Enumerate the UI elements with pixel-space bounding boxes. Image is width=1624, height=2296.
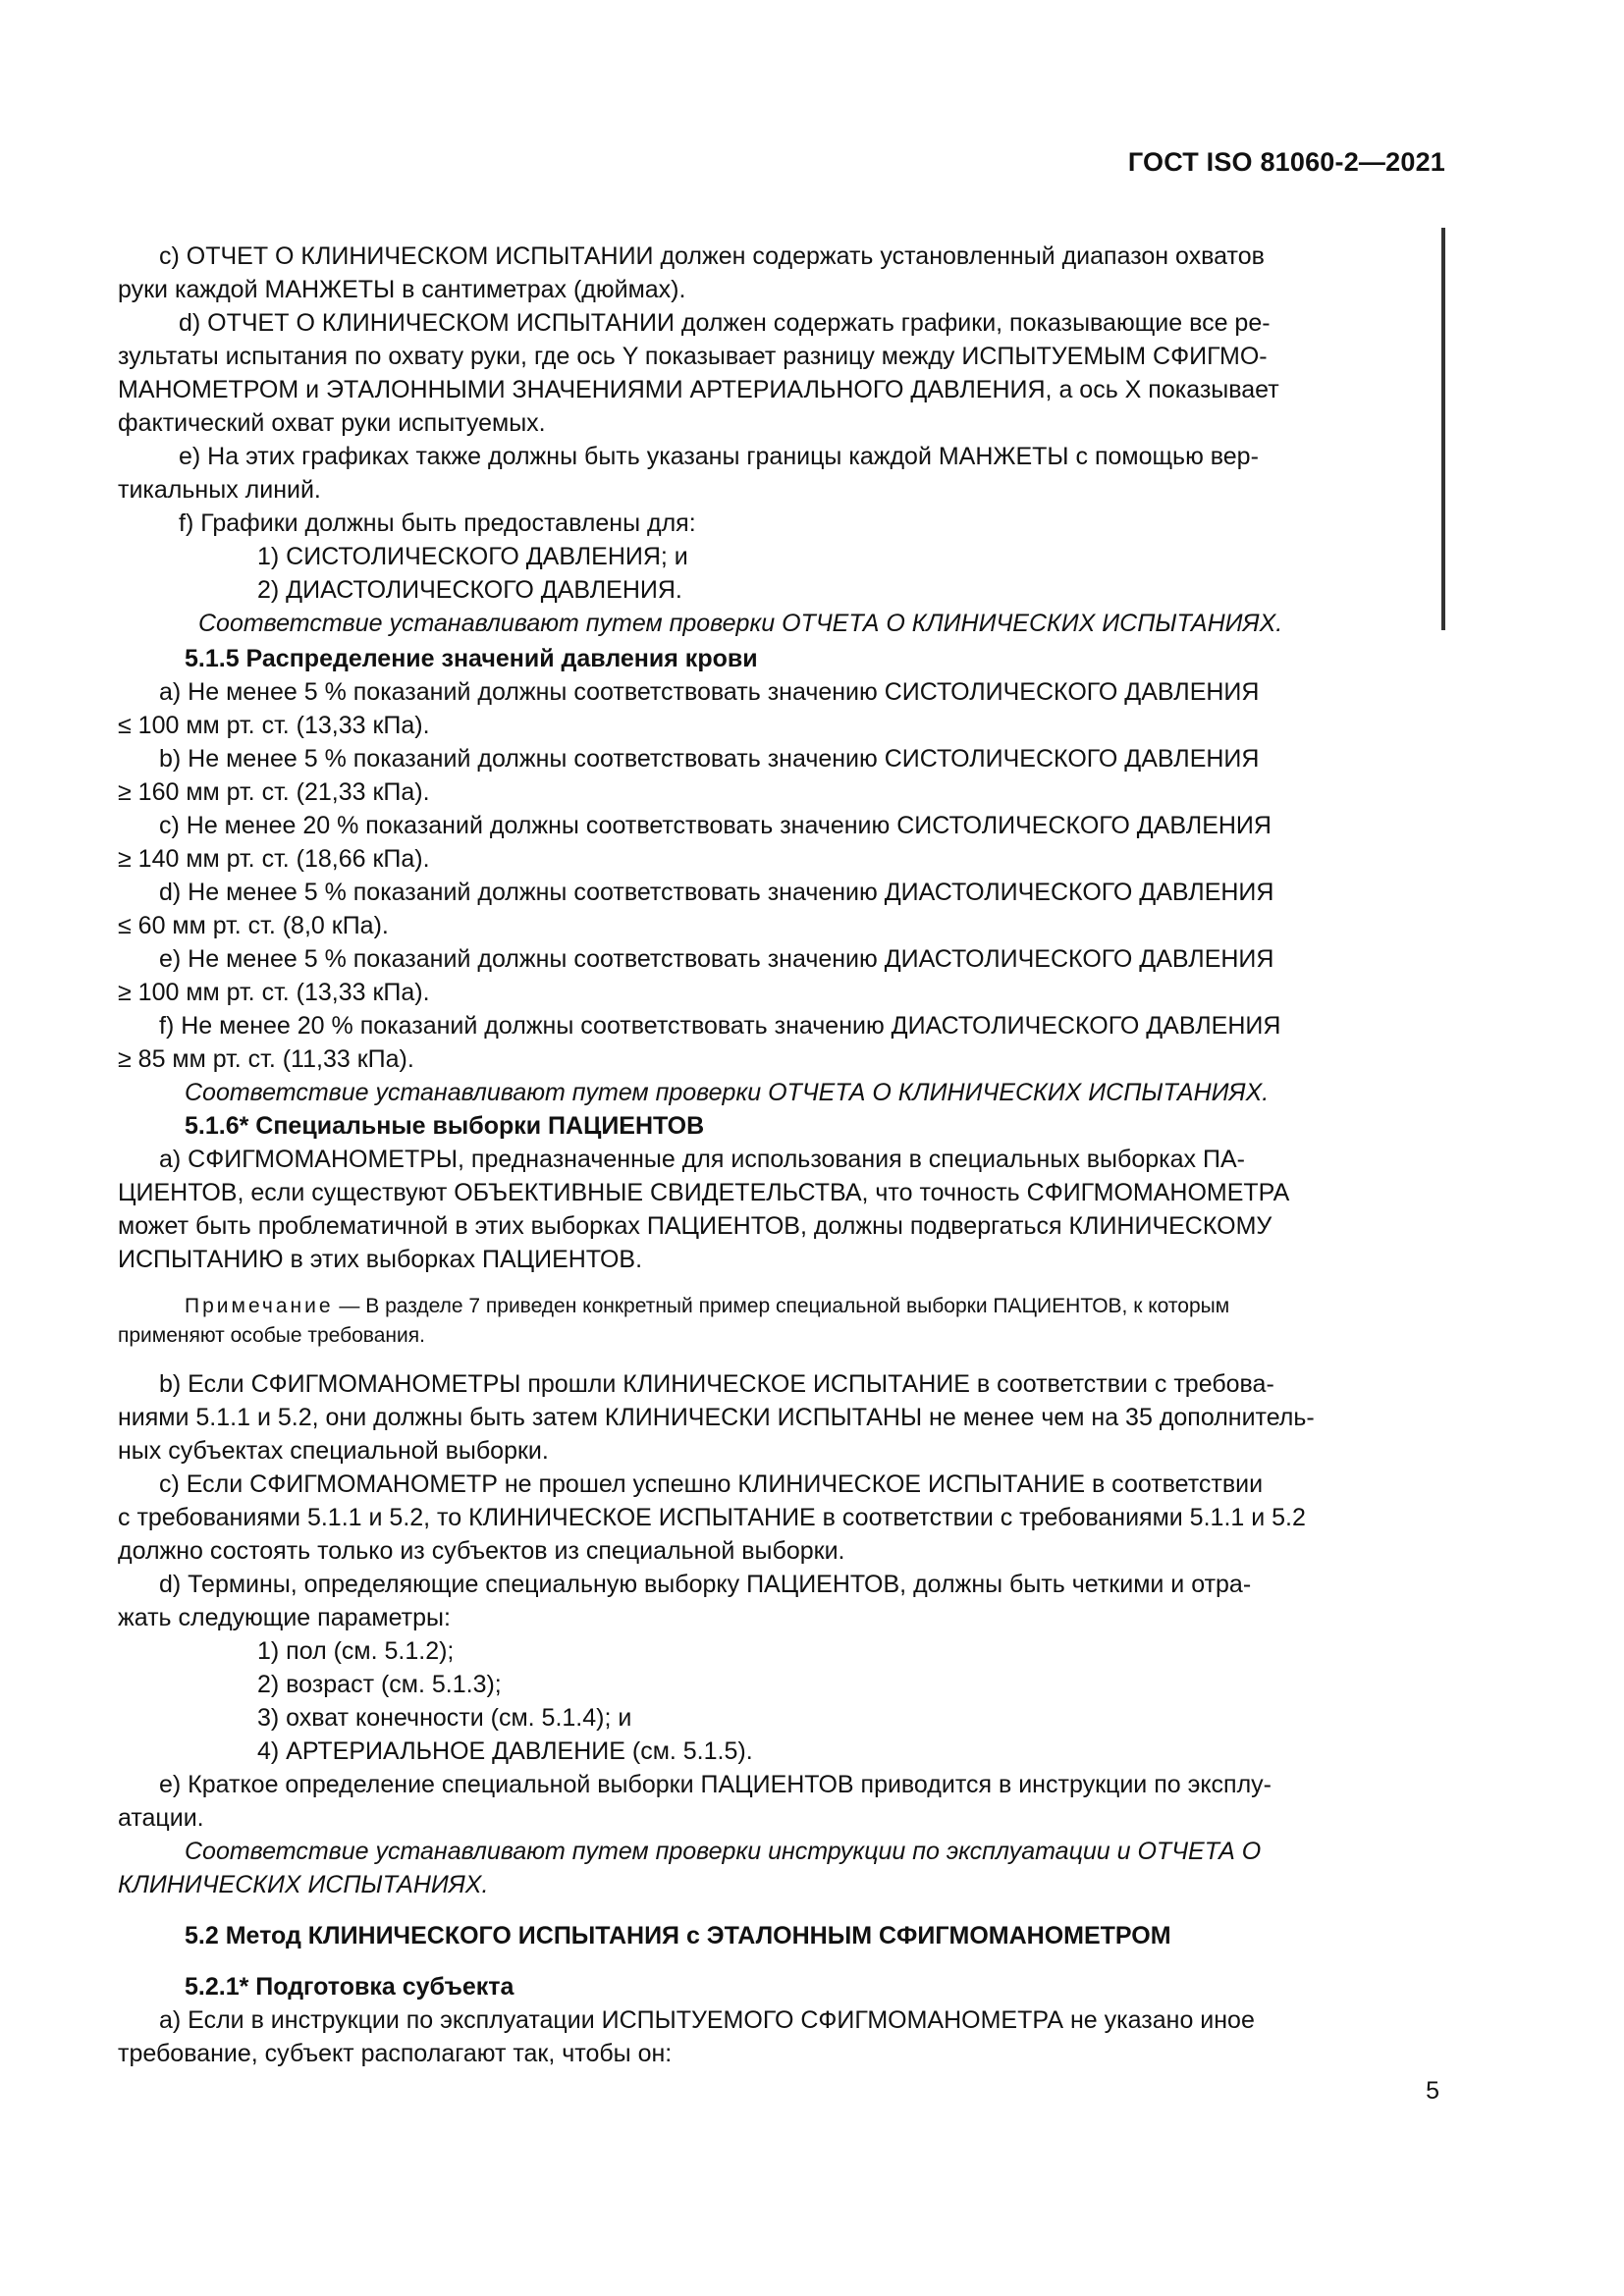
note-continuation: применяют особые требования. — [118, 1324, 425, 1347]
text-line: a) СФИГМОМАНОМЕТРЫ, предназначенные для использования в специальных выборках ПА- — [159, 1146, 1245, 1173]
text-line: b) Не менее 5 % показаний должны соответствовать значению СИСТОЛИЧЕСКОГО ДАВЛЕНИЯ — [159, 745, 1260, 773]
text-line: должно состоять только из субъектов из специальной выборки. — [118, 1537, 845, 1565]
text-line: требование, субъект располагают так, чтобы он: — [118, 2040, 673, 2067]
text-line: ≥ 85 мм рт. ст. (11,33 кПа). — [118, 1045, 414, 1073]
compliance-statement: Соответствие устанавливают путем проверки ОТЧЕТА О КЛИНИЧЕСКИХ ИСПЫТАНИЯХ. — [185, 1079, 1270, 1106]
text-line: b) Если СФИГМОМАНОМЕТРЫ прошли КЛИНИЧЕСКОЕ ИСПЫТАНИЕ в соответствии с требова- — [159, 1370, 1274, 1398]
section-heading: 5.1.5 Распределение значений давления крови — [185, 645, 758, 672]
text-line: f) Не менее 20 % показаний должны соответствовать значению ДИАСТОЛИЧЕСКОГО ДАВЛЕНИЯ — [159, 1012, 1281, 1040]
text-line: f) Графики должны быть предоставлены для: — [179, 509, 696, 537]
change-bar — [1441, 228, 1445, 630]
text-line: e) На этих графиках также должны быть указаны границы каждой МАНЖЕТЫ с помощью вер- — [179, 443, 1259, 470]
text-line: МАНОМЕТРОМ и ЭТАЛОННЫМИ ЗНАЧЕНИЯМИ АРТЕРИАЛЬНОГО ДАВЛЕНИЯ, а ось X показывает — [118, 376, 1279, 403]
list-item: 2) ДИАСТОЛИЧЕСКОГО ДАВЛЕНИЯ. — [257, 576, 682, 604]
text-line: ≥ 140 мм рт. ст. (18,66 кПа). — [118, 845, 430, 873]
list-item: 3) охват конечности (см. 5.1.4); и — [257, 1704, 632, 1732]
text-line: ≤ 60 мм рт. ст. (8,0 кПа). — [118, 912, 389, 939]
text-line: ных субъектах специальной выборки. — [118, 1437, 549, 1465]
text-line: d) Не менее 5 % показаний должны соответствовать значению ДИАСТОЛИЧЕСКОГО ДАВЛЕНИЯ — [159, 879, 1274, 906]
text-line: e) Краткое определение специальной выборки ПАЦИЕНТОВ приводится в инструкции по эксплу- — [159, 1771, 1272, 1798]
text-line: тикальных линий. — [118, 476, 321, 504]
section-heading: 5.2 Метод КЛИНИЧЕСКОГО ИСПЫТАНИЯ с ЭТАЛОННЫМ СФИГМОМАНОМЕТРОМ — [185, 1922, 1171, 1949]
compliance-statement: Соответствие устанавливают путем проверки ОТЧЕТА О КЛИНИЧЕСКИХ ИСПЫТАНИЯХ. — [198, 610, 1283, 637]
document-header: ГОСТ ISO 81060-2—2021 — [1127, 147, 1445, 177]
text-line: d) Термины, определяющие специальную выборку ПАЦИЕНТОВ, должны быть четкими и отра- — [159, 1571, 1252, 1598]
text-line: ≤ 100 мм рт. ст. (13,33 кПа). — [118, 712, 430, 739]
text-line: ниями 5.1.1 и 5.2, они должны быть затем КЛИНИЧЕСКИ ИСПЫТАНЫ не менее чем на 35 дополнитель- — [118, 1404, 1315, 1431]
text-line: руки каждой МАНЖЕТЫ в сантиметрах (дюймах). — [118, 276, 686, 303]
text-line: с требованиями 5.1.1 и 5.2, то КЛИНИЧЕСКОЕ ИСПЫТАНИЕ в соответствии с требованиями 5.1.1 и 5.2 — [118, 1504, 1306, 1531]
compliance-statement: КЛИНИЧЕСКИХ ИСПЫТАНИЯХ. — [118, 1871, 489, 1898]
note — [185, 1291, 1229, 1322]
note-label: Примечание — [185, 1295, 334, 1317]
text-line: ЦИЕНТОВ, если существуют ОБЪЕКТИВНЫЕ СВИДЕТЕЛЬСТВА, что точность СФИГМОМАНОМЕТРА — [118, 1179, 1290, 1206]
list-item: 4) АРТЕРИАЛЬНОЕ ДАВЛЕНИЕ (см. 5.1.5). — [257, 1737, 753, 1765]
text-line: a) Если в инструкции по эксплуатации ИСПЫТУЕМОГО СФИГМОМАНОМЕТРА не указано иное — [159, 2006, 1255, 2034]
compliance-statement: Соответствие устанавливают путем проверки инструкции по эксплуатации и ОТЧЕТА О — [185, 1838, 1262, 1865]
text-line: атации. — [118, 1804, 204, 1832]
text-line: c) Если СФИГМОМАНОМЕТР не прошел успешно КЛИНИЧЕСКОЕ ИСПЫТАНИЕ в соответствии — [159, 1470, 1264, 1498]
text-line: a) Не менее 5 % показаний должны соответствовать значению СИСТОЛИЧЕСКОГО ДАВЛЕНИЯ — [159, 678, 1260, 706]
page-number: 5 — [1426, 2077, 1439, 2105]
text-line: c) ОТЧЕТ О КЛИНИЧЕСКОМ ИСПЫТАНИИ должен содержать установленный диапазон охватов — [159, 242, 1265, 270]
text-line: зультаты испытания по охвату руки, где ось Y показывает разницу между ИСПЫТУЕМЫМ СФИГМО- — [118, 343, 1268, 370]
note-text: — В разделе 7 приведен конкретный пример специальной выборки ПАЦИЕНТОВ, к которым — [339, 1295, 1230, 1317]
text-line: фактический охват руки испытуемых. — [118, 409, 546, 437]
text-line: может быть проблематичной в этих выборках ПАЦИЕНТОВ, должны подвергаться КЛИНИЧЕСКОМУ — [118, 1212, 1272, 1240]
text-line: ≥ 160 мм рт. ст. (21,33 кПа). — [118, 778, 430, 806]
text-line: c) Не менее 20 % показаний должны соответствовать значению СИСТОЛИЧЕСКОГО ДАВЛЕНИЯ — [159, 812, 1272, 839]
section-heading: 5.2.1* Подготовка субъекта — [185, 1973, 514, 2001]
text-line: ИСПЫТАНИЮ в этих выборках ПАЦИЕНТОВ. — [118, 1246, 643, 1273]
text-line: d) ОТЧЕТ О КЛИНИЧЕСКОМ ИСПЫТАНИИ должен содержать графики, показывающие все ре- — [179, 309, 1271, 337]
text-line: e) Не менее 5 % показаний должны соответствовать значению ДИАСТОЛИЧЕСКОГО ДАВЛЕНИЯ — [159, 945, 1274, 973]
list-item: 1) СИСТОЛИЧЕСКОГО ДАВЛЕНИЯ; и — [257, 543, 688, 570]
section-heading: 5.1.6* Специальные выборки ПАЦИЕНТОВ — [185, 1112, 705, 1140]
text-line: жать следующие параметры: — [118, 1604, 451, 1631]
list-item: 1) пол (см. 5.1.2); — [257, 1637, 455, 1665]
list-item: 2) возраст (см. 5.1.3); — [257, 1671, 502, 1698]
text-line: ≥ 100 мм рт. ст. (13,33 кПа). — [118, 979, 430, 1006]
